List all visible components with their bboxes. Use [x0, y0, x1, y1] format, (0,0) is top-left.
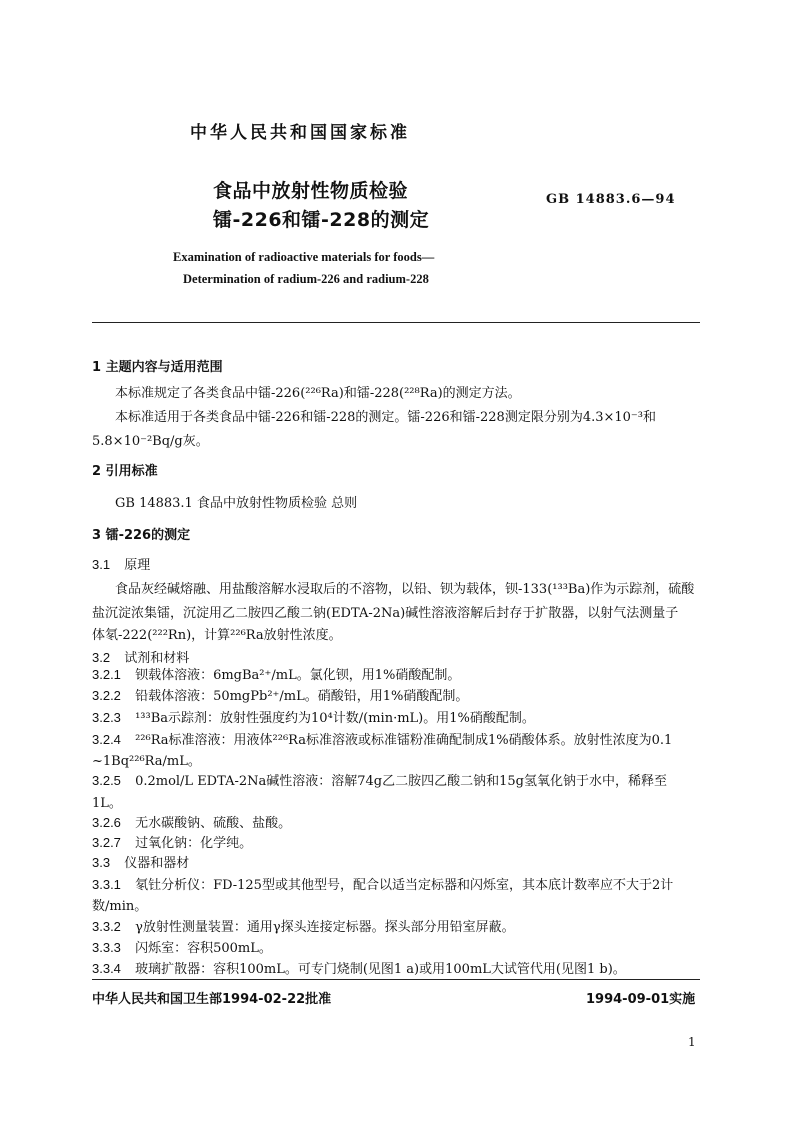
clause-text: 过氧化钠：化学纯。 [135, 836, 253, 851]
section-2-heading: 2 引用标准 [92, 464, 158, 479]
clause-title: 仪器和器材 [124, 856, 190, 871]
clause-3-1-line-3: 体氡-222(²²²Rn)，计算²²⁶Ra放射性浓度。 [92, 628, 342, 643]
title-cn-line1: 食品中放射性物质检验 [213, 180, 409, 202]
clause-number: 3.2.6 [92, 815, 121, 830]
clause-number: 3.2.7 [92, 835, 121, 850]
clause-3-3-1-line-2: 数/min。 [92, 899, 148, 914]
clause-3-3-2 [92, 916, 515, 935]
clause-3-2-4-line-2: ~1Bq²²⁶Ra/mL。 [92, 754, 201, 769]
clause-number: 3.3 [92, 855, 111, 870]
clause-3-2-5 [92, 770, 667, 789]
section-1-heading: 1 主题内容与适用范围 [92, 360, 223, 375]
clause-text: 氡钍分析仪：FD-125型或其他型号，配合以适当定标器和闪烁室，其本底计数率应不大于2计 [135, 878, 674, 893]
clause-title: 试剂和材料 [124, 651, 190, 666]
clause-text: 玻璃扩散器：容积100mL。可专门烧制(见图1 a)或用100mL大试管代用(见图1 b)。 [135, 962, 626, 977]
section-3-heading: 3 镭-226的测定 [92, 528, 191, 543]
clause-number: 3.3.2 [92, 919, 121, 934]
section-2-reference: GB 14883.1 食品中放射性物质检验 总则 [115, 496, 358, 511]
clause-text: ¹³³Ba示踪剂：放射性强度约为10⁴计数/(min·mL)。用1%硝酸配制。 [135, 711, 535, 726]
clause-text: 无水碳酸钠、硫酸、盐酸。 [135, 816, 292, 831]
clause-number: 3.2.2 [92, 688, 121, 703]
clause-number: 3.1 [92, 557, 111, 572]
clause-3-2-2 [92, 685, 468, 704]
approval-date: 中华人民共和国卫生部1994-02-22批准 [92, 992, 332, 1007]
implementation-date: 1994-09-01实施 [586, 992, 696, 1007]
gb-code: GB 14883.6—94 [546, 192, 676, 207]
clause-number: 3.2.4 [92, 732, 121, 747]
header-divider [92, 322, 700, 323]
clause-3-3 [92, 852, 189, 871]
page-number: 1 [688, 1035, 696, 1049]
standard-name: 中华人民共和国国家标准 [190, 123, 410, 143]
clause-text: 铅载体溶液：50mgPb²⁺/mL。硝酸铅，用1%硝酸配制。 [135, 689, 469, 704]
clause-3-3-4 [92, 958, 626, 977]
clause-3-3-1 [92, 874, 673, 893]
clause-text: ²²⁶Ra标准溶液：用液体²²⁶Ra标准溶液或标准镭粉准确配制成1%硝酸体系。放射性浓度为0.1 [135, 733, 673, 748]
clause-3-2-7 [92, 832, 252, 851]
clause-number: 3.3.3 [92, 940, 121, 955]
footer-divider [92, 979, 700, 980]
clause-text: 闪烁室：容积500mL。 [135, 941, 272, 956]
clause-3-2-6 [92, 812, 291, 831]
clause-3-1-line-2: 盐沉淀浓集镭，沉淀用乙二胺四乙酸二钠(EDTA-2Na)碱性溶液溶解后封存于扩散器，以射气法测量子 [92, 606, 679, 621]
clause-number: 3.2.5 [92, 773, 121, 788]
clause-3-1 [92, 554, 150, 573]
clause-3-3-3 [92, 937, 272, 956]
clause-text: 0.2mol/L EDTA-2Na碱性溶液：溶解74g乙二胺四乙酸二钠和15g氢氧化钠于水中，稀释至 [135, 774, 667, 789]
clause-3-1-line-1: 食品灰经碱熔融、用盐酸溶解水浸取后的不溶物，以铅、钡为载体，钡-133(¹³³Ba)作为示踪剂，硫酸 [115, 582, 695, 597]
title-en-line1: Examination of radioactive materials for foods— [173, 250, 435, 264]
clause-3-2-4 [92, 729, 672, 748]
clause-text: 钡载体溶液：6mgBa²⁺/mL。氯化钡，用1%硝酸配制。 [135, 668, 461, 683]
section-1-paragraph-1: 本标准规定了各类食品中镭-226(²²⁶Ra)和镭-228(²²⁸Ra)的测定方法。 [115, 386, 521, 401]
section-1-paragraph-2-line-2: 5.8×10⁻²Bq/g灰。 [92, 434, 209, 449]
clause-3-2-3 [92, 707, 535, 726]
title-en-line2: Determination of radium-226 and radium-228 [183, 272, 429, 286]
clause-number: 3.2.3 [92, 710, 121, 725]
clause-title: 原理 [124, 558, 151, 573]
clause-number: 3.3.4 [92, 961, 121, 976]
title-cn-line2: 镭-226和镭-228的测定 [213, 209, 430, 231]
clause-number: 3.2.1 [92, 667, 121, 682]
clause-number: 3.3.1 [92, 877, 121, 892]
clause-text: γ放射性测量装置：通用γ探头连接定标器。探头部分用铅室屏蔽。 [135, 920, 515, 935]
clause-3-2-1 [92, 664, 460, 683]
clause-3-2-5-line-2: 1L。 [92, 796, 122, 811]
clause-number: 3.2 [92, 650, 111, 665]
section-1-paragraph-2-line-1: 本标准适用于各类食品中镭-226和镭-228的测定。镭-226和镭-228测定限分别为4.3×10⁻³和 [115, 410, 657, 425]
